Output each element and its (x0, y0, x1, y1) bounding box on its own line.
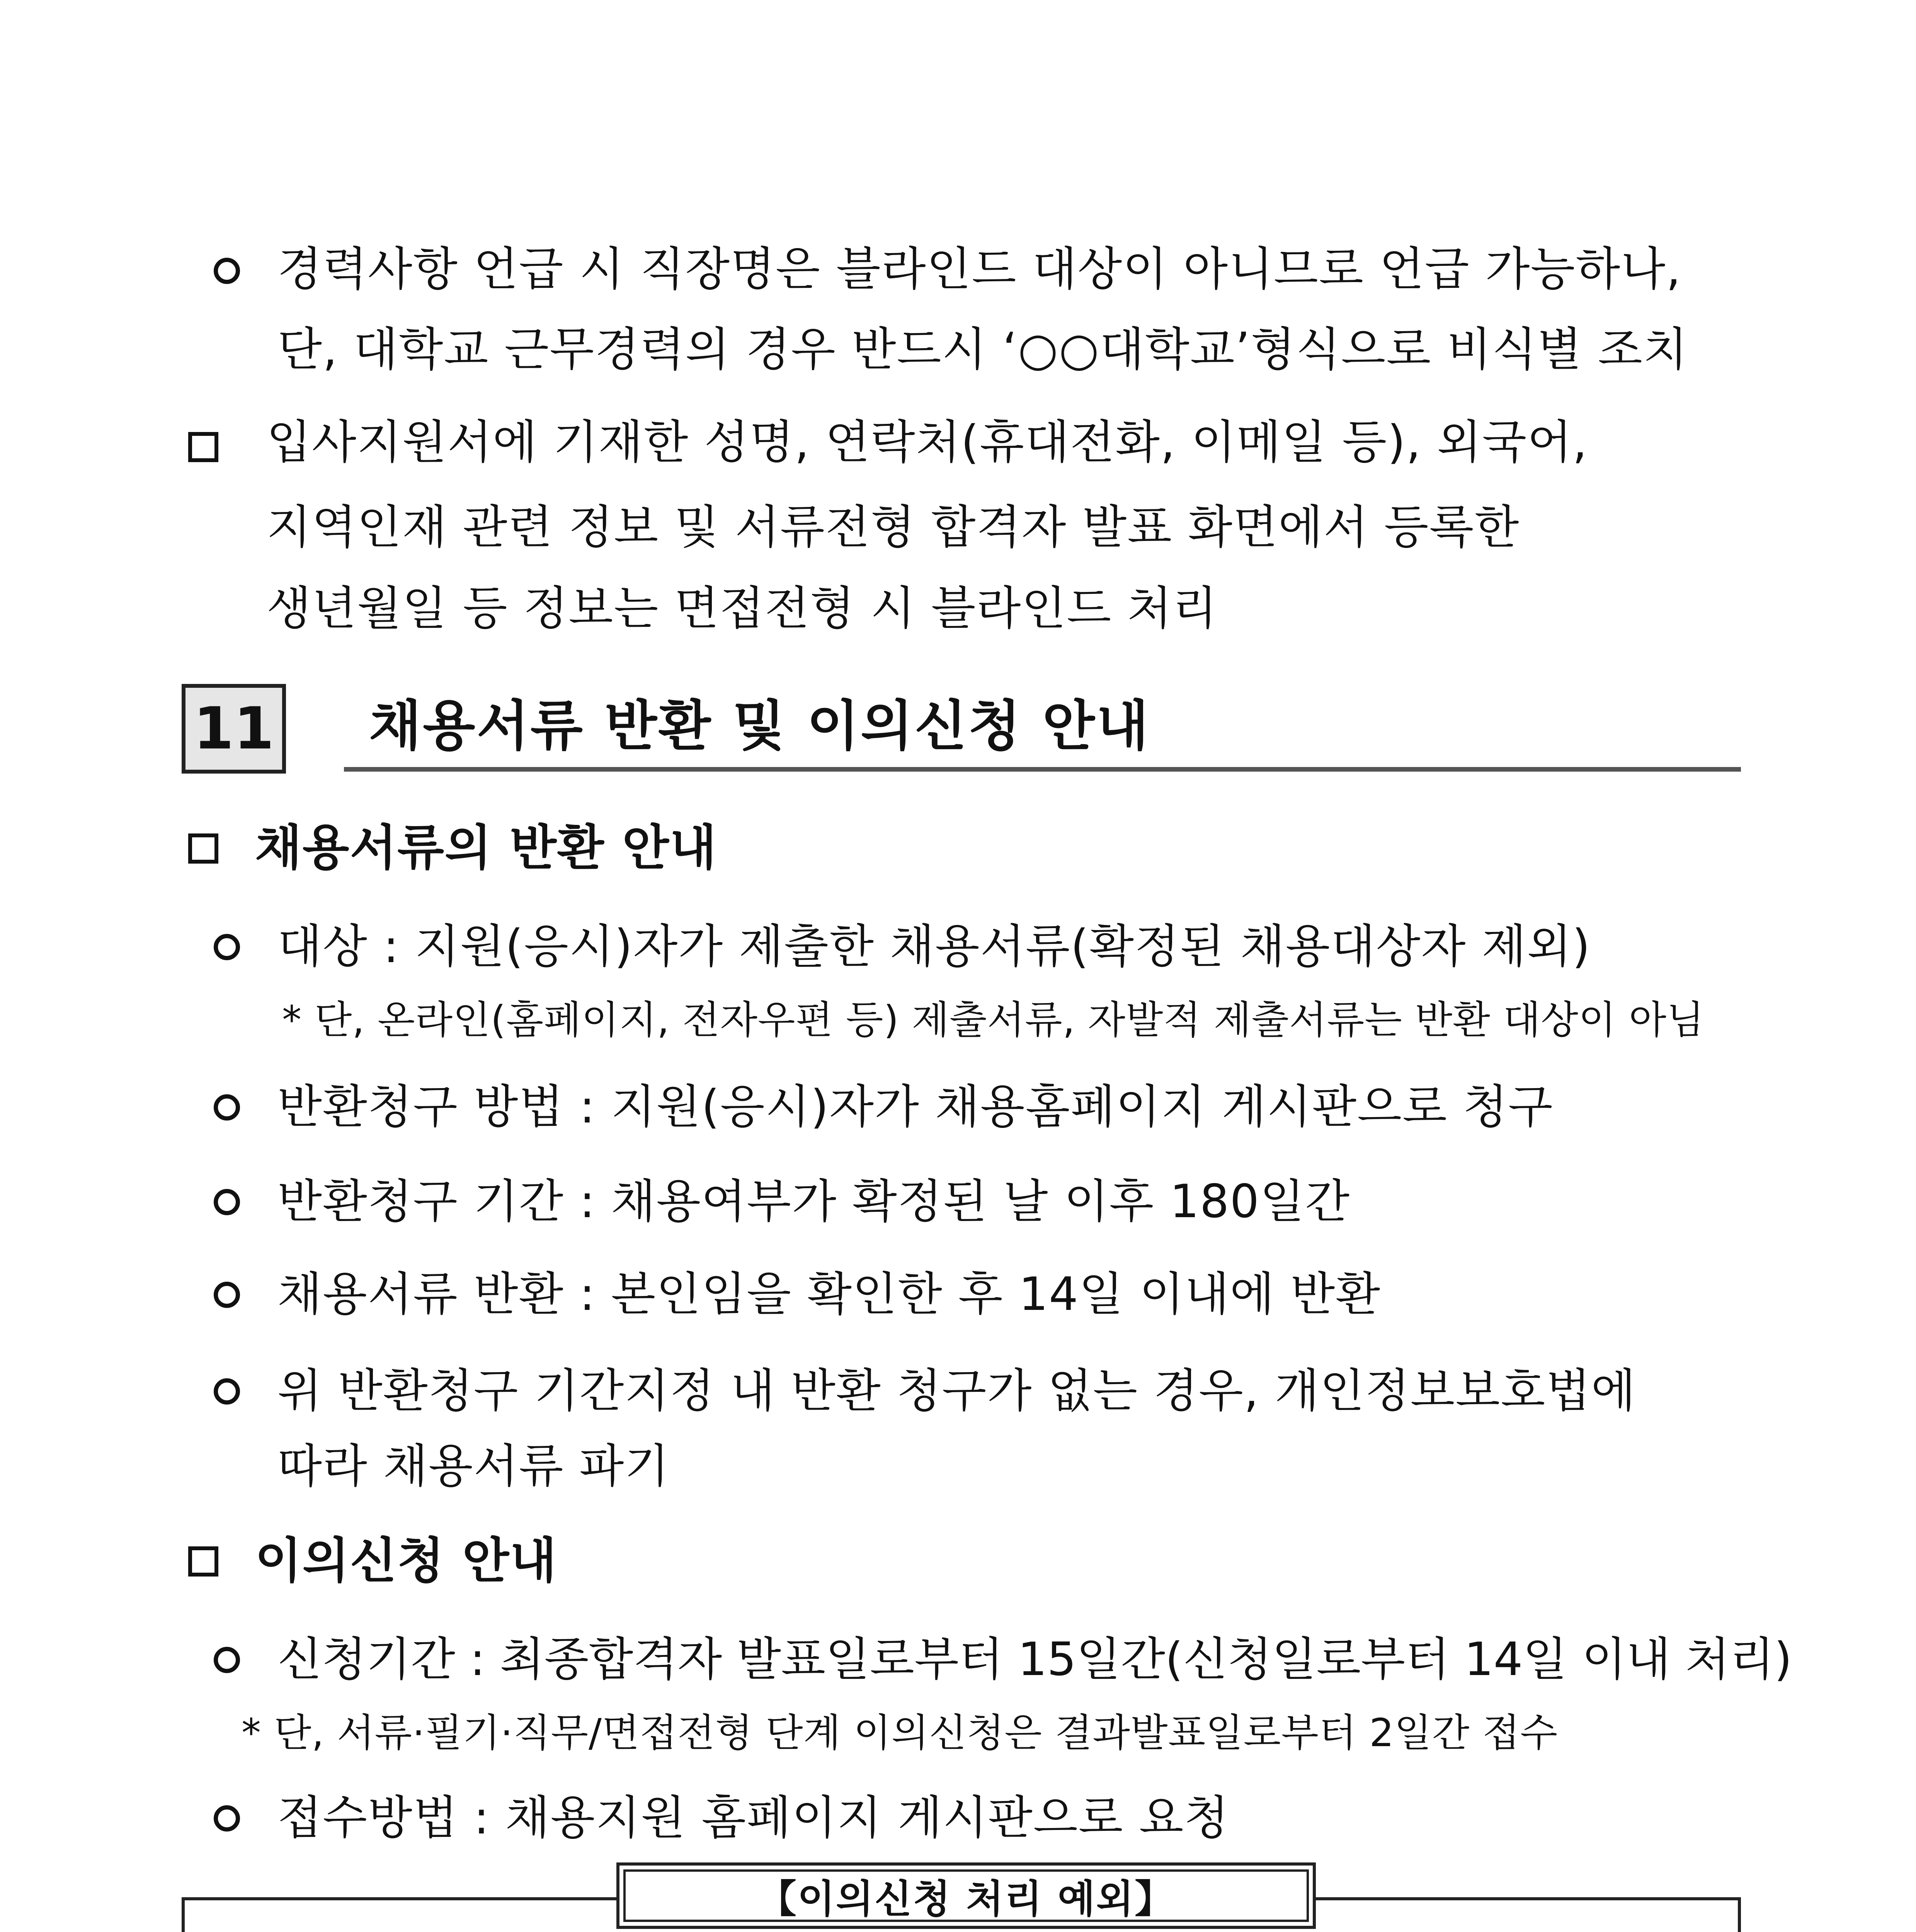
exception-box-title (616, 1862, 1316, 1929)
circle-bullet-icon (214, 1378, 240, 1405)
section-title-underline (344, 767, 1741, 772)
section-title: 채용서류 반환 및 이의신청 안내 (369, 695, 1150, 758)
return-target-note: * 단, 온라인(홈페이지, 전자우편 등) 제출서류, 자발적 제출서류는 반환 대상이 아님 (282, 997, 1705, 1043)
text: 위 반환청구 기간지정 내 반환 청구가 없는 경우, 개인정보보호법에 (277, 1364, 1637, 1418)
return-target: 대상 : 지원(응시)자가 제출한 채용서류(확정된 채용대상자 제외) (277, 920, 1591, 973)
return-method: 반환청구 방법 : 지원(응시)자가 채용홈페이지 게시판으로 청구 (277, 1080, 1554, 1134)
blind-item2-line2: 지역인재 관련 정보 및 서류전형 합격자 발표 화면에서 등록한 (267, 501, 1520, 554)
circle-bullet-icon (214, 1094, 240, 1121)
circle-bullet-icon (214, 934, 240, 960)
return-destroy-line1 (277, 1362, 1736, 1420)
text: 경력사항 언급 시 직장명은 블라인드 대상이 아니므로 언급 가능하나, (277, 243, 1682, 296)
circle-bullet-icon (214, 1805, 240, 1832)
square-bullet-icon (188, 1546, 218, 1577)
section-number-box (182, 684, 286, 774)
objection-heading: 이의신청 안내 (255, 1533, 558, 1589)
return-return: 채용서류 반환 : 본인임을 확인한 후 14일 이내에 반환 (277, 1268, 1381, 1321)
square-bullet-icon (188, 833, 218, 864)
return-period: 반환청구 기간 : 채용여부가 확정된 날 이후 180일간 (277, 1175, 1351, 1228)
blind-item1-line1 (277, 240, 1736, 298)
exception-item-1 (206, 1929, 926, 1932)
circle-bullet-icon (214, 1189, 240, 1215)
square-bullet-icon (188, 432, 218, 462)
objection-method: 접수방법 : 채용지원 홈페이지 게시판으로 요청 (277, 1791, 1230, 1845)
objection-period-note: * 단, 서류·필기·직무/면접전형 단계 이의신청은 결과발표일로부터 2일간 접수 (242, 1710, 1558, 1755)
section-number: 11 (193, 695, 274, 762)
circle-bullet-icon (214, 1647, 240, 1673)
circle-bullet-icon (214, 258, 240, 284)
return-destroy-line2: 따라 채용서류 파기 (277, 1440, 670, 1493)
circle-bullet-icon (214, 1282, 240, 1308)
objection-period: 신청기간 : 최종합격자 발표일로부터 15일간(신청일로부터 14일 이내 처리) (277, 1633, 1792, 1686)
text: 단, 대학교 근무경력의 경우 반드시 ‘○○대학교’형식으로 비식별 조치 (277, 323, 1688, 376)
blind-item2-line1: 입사지원서에 기재한 성명, 연락처(휴대전화, 이메일 등), 외국어, (267, 416, 1588, 469)
exception-box-title-text: 【이의신청 처리 예외】 (757, 1876, 1175, 1922)
blind-item1-line2 (277, 321, 1736, 379)
blind-item2-line3: 생년월일 등 정보는 면접전형 시 블라인드 처리 (267, 582, 1218, 635)
return-heading: 채용서류의 반환 안내 (255, 820, 717, 876)
